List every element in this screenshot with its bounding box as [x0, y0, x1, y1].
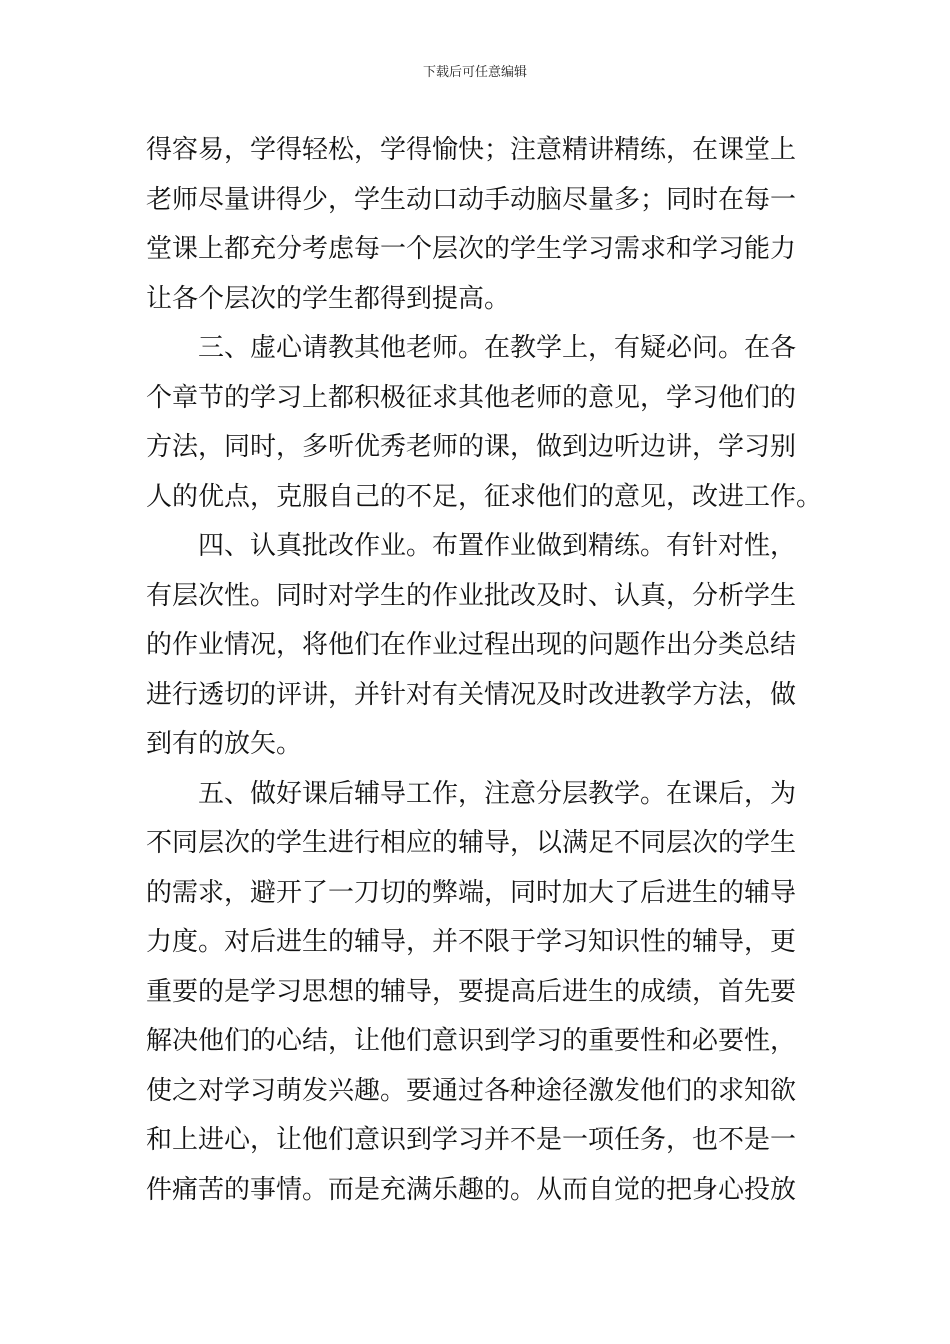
paragraph-start-line: 三、虚心请教其他老师。在教学上，有疑必问。在各: [198, 333, 797, 363]
document-body: [146, 126, 823, 1215]
text-line: 的需求，避开了一刀切的弊端，同时加大了后进生的辅导: [146, 877, 797, 908]
text-line: 有层次性。同时对学生的作业批改及时、认真，分析学生: [146, 580, 797, 611]
text-line: 老师尽量讲得少，学生动口动手动脑尽量多；同时在每一: [146, 184, 797, 215]
text-line: 重要的是学习思想的辅导，要提高后进生的成绩，首先要: [146, 976, 797, 1007]
page-header: 下载后可任意编辑: [422, 65, 527, 80]
text-line: 件痛苦的事情。而是充满乐趣的。从而自觉的把身心投放: [146, 1174, 797, 1205]
paragraph-start-line: 四、认真批改作业。布置作业做到精练。有针对性，: [198, 531, 797, 561]
text-line: 堂课上都充分考虑每一个层次的学生学习需求和学习能力: [146, 234, 797, 264]
text-line: 方法，同时，多听优秀老师的课，做到边听边讲，学习别: [146, 432, 797, 462]
text-line: 不同层次的学生进行相应的辅导，以满足不同层次的学生: [146, 828, 797, 858]
text-line: 得容易，学得轻松，学得愉快；注意精讲精练，在课堂上: [146, 135, 797, 165]
text-line: 解决他们的心结，让他们意识到学习的重要性和必要性，: [146, 1026, 797, 1056]
text-line: 到有的放矢。: [146, 729, 303, 759]
text-line: 人的优点，克服自己的不足，征求他们的意见，改进工作。: [146, 481, 823, 512]
text-line: 的作业情况，将他们在作业过程出现的问题作出分类总结: [146, 630, 797, 660]
text-line: 让各个层次的学生都得到提高。: [146, 283, 511, 314]
text-line: 个章节的学习上都积极征求其他老师的意见，学习他们的: [146, 382, 797, 413]
text-line: 使之对学习萌发兴趣。要通过各种途径激发他们的求知欲: [146, 1075, 797, 1106]
text-line: 进行透切的评讲，并针对有关情况及时改进教学方法，做: [146, 679, 797, 710]
paragraph-start-line: 五、做好课后辅导工作，注意分层教学。在课后，为: [198, 778, 797, 809]
text-line: 和上进心，让他们意识到学习并不是一项任务，也不是一: [146, 1125, 797, 1155]
text-line: 力度。对后进生的辅导，并不限于学习知识性的辅导，更: [146, 927, 797, 957]
